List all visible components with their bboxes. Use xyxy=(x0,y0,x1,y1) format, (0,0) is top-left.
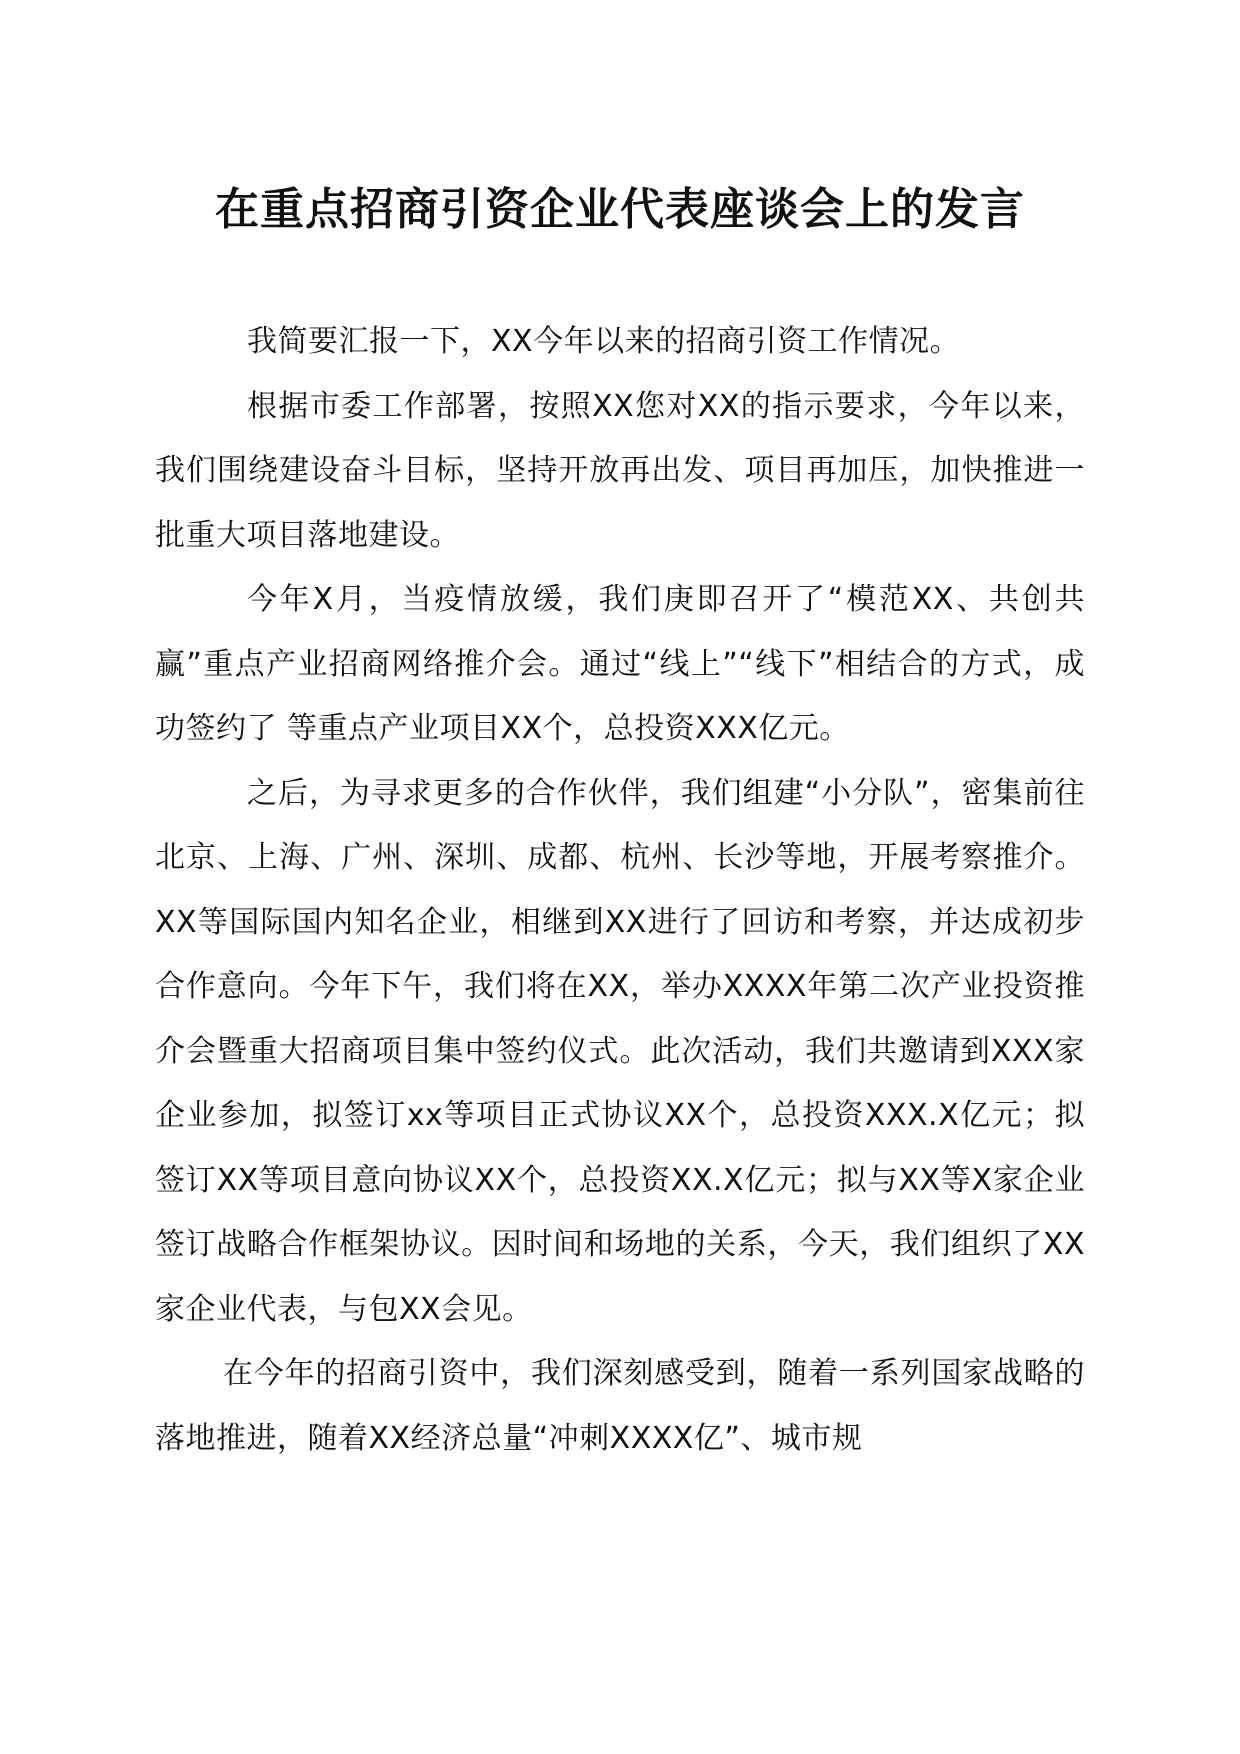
paragraph-1: 我简要汇报一下，XX今年以来的招商引资工作情况。 xyxy=(247,324,961,359)
paragraph-5: 在今年的招商引资中，我们深刻感受到，随着一系列国家战略的落地推进，随着XX经济总量“冲刺XXXX亿”、城市规 xyxy=(155,1356,1085,1456)
document-title: 在重点招商引资企业代表座谈会上的发言 xyxy=(215,184,1025,235)
paragraph-4: 之后，为寻求更多的合作伙伴，我们组建“小分队”，密集前往北京、上海、广州、深圳、成都、杭州、长沙等地，开展考察推介。XX等国际国内知名企业，相继到XX进行了回访和考察，并达成初步合作意向。今年下午，我们将在XX，举办XXXX年第二次产业投资推介会暨重大招商项目集中签约仪式。此次活动，我们共邀请到XXX家企业参加，拟签订xx等项目正式协议XX个，总投资XXX.X亿元；拟签订XX等项目意向协议XX个，总投资XX.X亿元；拟与XX等X家企业签订战略合作框架协议。因时间和场地的关系，今天，我们组织了XX家企业代表，与包XX会见。 xyxy=(155,775,1085,1327)
paragraph-2: 根据市委工作部署，按照XX您对XX的指示要求，今年以来，我们围绕建设奋斗目标，坚持开放再出发、项目再加压，加快推进一批重大项目落地建设。 xyxy=(155,388,1085,553)
document-body xyxy=(155,310,1085,1471)
paragraph-3: 今年X月，当疫情放缓，我们庚即召开了“模范XX、共创共赢”重点产业招商网络推介会。通过“线上”“线下”相结合的方式，成功签约了 等重点产业项目XX个，总投资XXX亿元。 xyxy=(155,582,1085,746)
